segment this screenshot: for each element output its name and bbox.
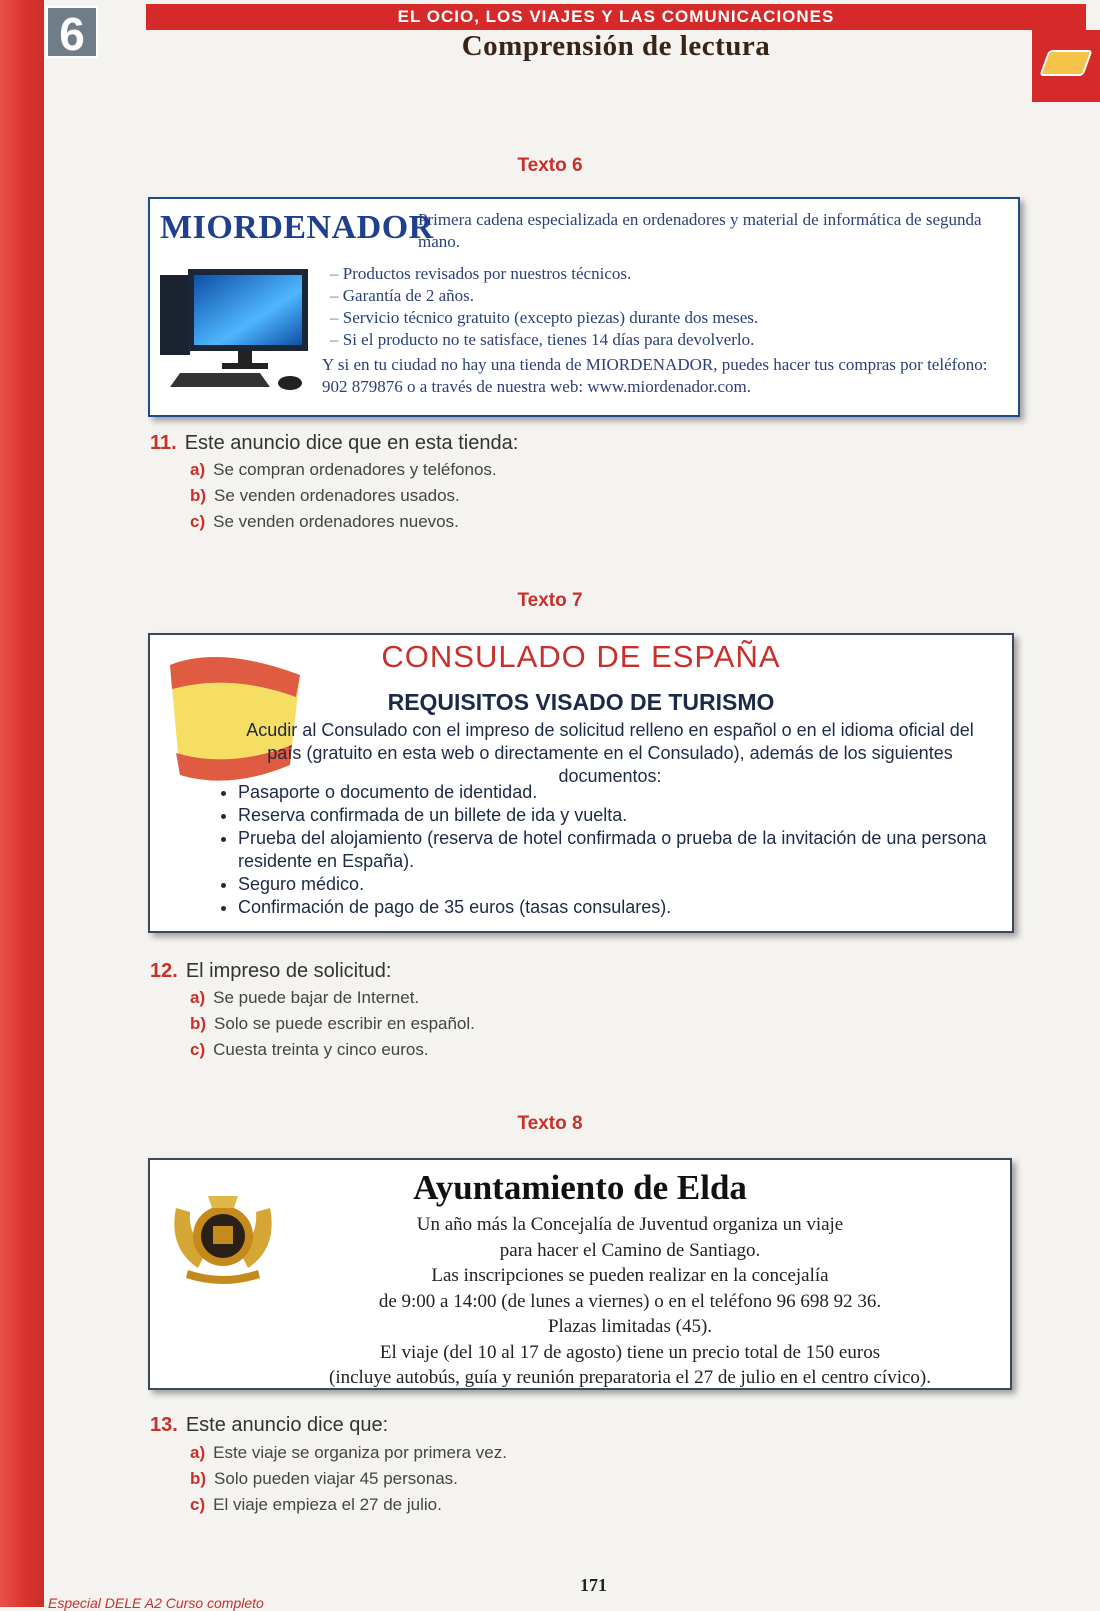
texto6-label: Texto 6: [517, 155, 583, 176]
option-text: Se compran ordenadores y teléfonos.: [213, 460, 497, 479]
body-line: Plazas limitadas (45).: [547, 1316, 713, 1337]
list-item: • Confirmación de pago de 35 euros (tasas consulares).: [238, 896, 1018, 919]
list-item: • Prueba del alojamiento (reserva de hotel confirmada o prueba de la invitación de una persona residente en España).: [238, 827, 1018, 873]
ayuntamiento-body: [270, 1212, 990, 1391]
list-item: • Reserva confirmada de un billete de ida y vuelta.: [238, 804, 1018, 827]
question-number: 13.: [150, 1414, 178, 1436]
question-text: Este anuncio dice que en esta tienda:: [184, 432, 519, 454]
option-item[interactable]: [190, 457, 497, 483]
requirements-list: [218, 781, 1018, 919]
option-text: Solo se puede escribir en español.: [214, 1014, 475, 1033]
question-11: [150, 432, 518, 455]
consulado-intro: Acudir al Consulado con el impreso de solicitud relleno en español o en el idioma oficial del país (gratuito en esta web o directamente en el Consulado), además de los siguientes documentos:: [246, 720, 974, 786]
option-letter: c): [190, 512, 206, 531]
side-color-bar: [0, 0, 44, 1607]
list-item: – Garantía de 2 años.: [330, 285, 990, 307]
texto8-label: Texto 8: [517, 1113, 583, 1134]
body-line: (incluye autobús, guía y reunión preparatoria el 27 de julio en el centro cívico).: [329, 1367, 931, 1388]
ad-brand: MIORDENADOR: [160, 209, 434, 246]
page-number: 171: [580, 1575, 607, 1595]
option-letter: b): [190, 1469, 207, 1488]
option-letter: c): [190, 1495, 206, 1514]
question-number: 12.: [150, 960, 178, 982]
question-text: Este anuncio dice que:: [185, 1414, 389, 1436]
option-letter: a): [190, 460, 206, 479]
option-item[interactable]: [190, 1011, 475, 1037]
option-item[interactable]: [190, 1492, 507, 1518]
question-number: 11.: [150, 432, 177, 454]
section-title: Comprensión de lectura: [461, 30, 771, 62]
option-item[interactable]: [190, 483, 497, 509]
body-line: Las inscripciones se pueden realizar en la concejalía: [431, 1265, 829, 1286]
option-item[interactable]: [190, 985, 475, 1011]
option-item[interactable]: [190, 1440, 507, 1466]
question-12-options: [190, 985, 475, 1063]
option-item[interactable]: [190, 1037, 475, 1063]
book-icon: [1039, 50, 1092, 76]
list-item: – Servicio técnico gratuito (excepto piezas) durante dos meses.: [330, 307, 990, 329]
consulado-subtitle: REQUISITOS VISADO DE TURISMO: [387, 689, 775, 715]
question-11-options: [190, 457, 497, 535]
body-line: Un año más la Concejalía de Juventud organiza un viaje: [416, 1214, 844, 1235]
miordenador-ad: [148, 197, 1020, 417]
list-item: • Pasaporte o documento de identidad.: [238, 781, 1018, 804]
consulado-title: CONSULADO DE ESPAÑA: [381, 639, 781, 674]
question-13-options: [190, 1440, 507, 1518]
question-text: El impreso de solicitud:: [185, 960, 392, 982]
option-letter: c): [190, 1040, 206, 1059]
question-13: [150, 1414, 388, 1437]
option-item[interactable]: [190, 1466, 507, 1492]
body-line: para hacer el Camino de Santiago.: [499, 1239, 761, 1261]
option-text: Se venden ordenadores nuevos.: [213, 512, 459, 531]
list-item: • Seguro médico.: [238, 873, 1018, 896]
option-item[interactable]: [190, 509, 497, 535]
ad-contact: Y si en tu ciudad no hay una tienda de MIORDENADOR, puedes hacer tus compras por teléfono: 902 879876 o a través de nuestra web: www.miordenador.com.: [322, 355, 988, 396]
list-item: – Si el producto no te satisface, tienes 14 días para devolverlo.: [330, 329, 990, 351]
body-line: El viaje (del 10 al 17 de agosto) tiene un precio total de 150 euros: [379, 1341, 881, 1363]
option-letter: a): [190, 988, 206, 1007]
consulado-ad: [148, 633, 1014, 933]
option-text: El viaje empieza el 27 de julio.: [213, 1495, 442, 1514]
question-12: [150, 960, 391, 983]
option-text: Se venden ordenadores usados.: [214, 486, 460, 505]
ayuntamiento-title: Ayuntamiento de Elda: [413, 1168, 747, 1207]
list-item: – Productos revisados por nuestros técnicos.: [330, 263, 990, 285]
unit-number: 6: [46, 6, 98, 58]
book-title: Especial DELE A2 Curso completo: [48, 1595, 264, 1611]
ad-brand-description: Primera cadena especializada en ordenadores y material de informática de segunda mano.: [418, 210, 982, 251]
ayuntamiento-ad: [148, 1158, 1012, 1390]
option-letter: b): [190, 1014, 207, 1033]
option-text: Solo pueden viajar 45 personas.: [214, 1469, 458, 1488]
option-text: Este viaje se organiza por primera vez.: [213, 1443, 507, 1462]
header-corner-tab: [1032, 30, 1100, 102]
option-text: Se puede bajar de Internet.: [213, 988, 420, 1007]
chapter-title-band: EL OCIO, LOS VIAJES Y LAS COMUNICACIONES: [146, 4, 1086, 30]
option-text: Cuesta treinta y cinco euros.: [213, 1040, 429, 1059]
computer-icon: [160, 269, 320, 399]
option-letter: a): [190, 1443, 206, 1462]
texto7-label: Texto 7: [517, 590, 583, 611]
body-line: de 9:00 a 14:00 (de lunes a viernes) o en el teléfono 96 698 92 36.: [378, 1290, 882, 1312]
option-letter: b): [190, 486, 207, 505]
ad-features-list: [330, 263, 990, 351]
